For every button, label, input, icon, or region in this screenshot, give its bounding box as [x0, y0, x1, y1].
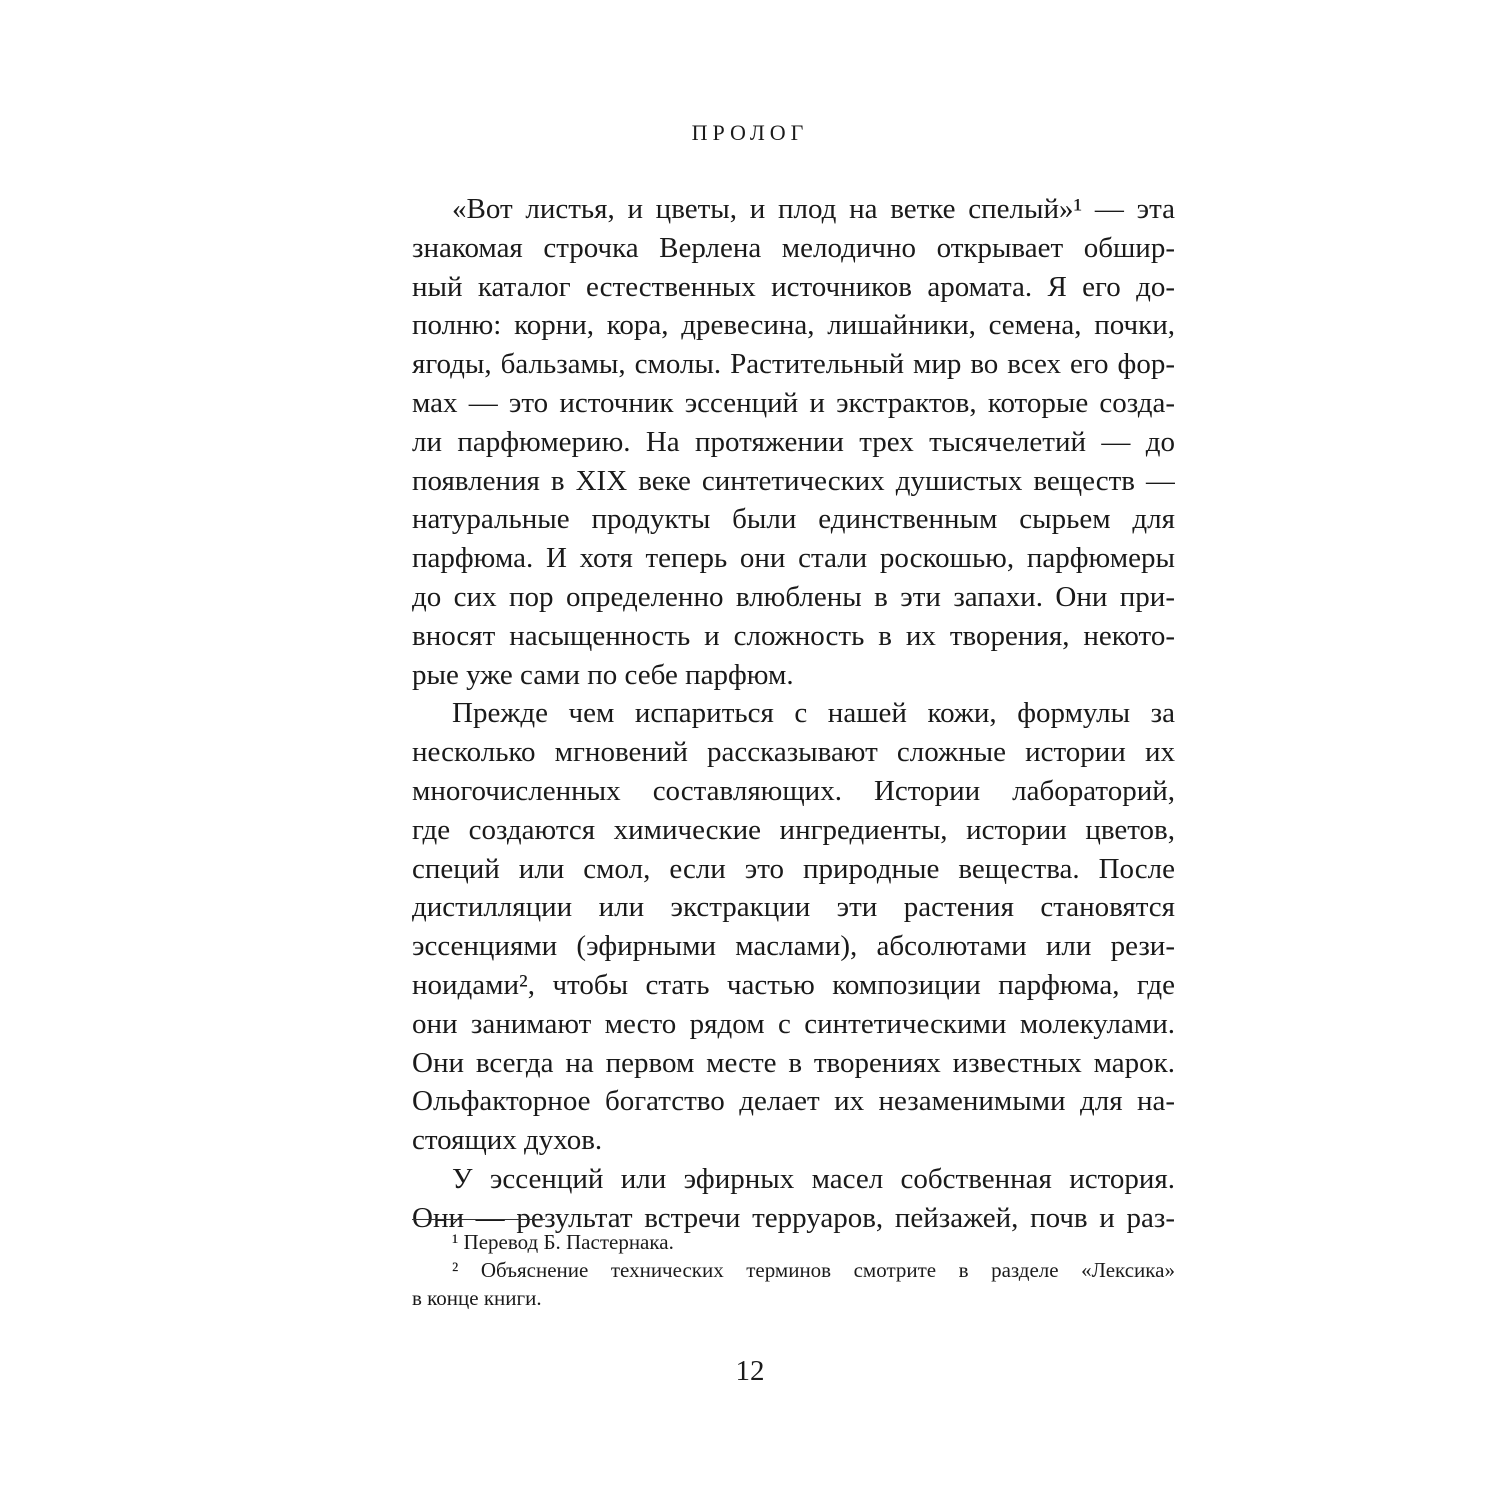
text-line: ли парфюмерию. На протяжении трех тысячелетий — до	[412, 425, 1175, 458]
text-line: многочисленных составляющих. Истории лабораторий,	[412, 774, 1175, 807]
footnote-2: ² Объяснение технических терминов смотрите в разделе «Лексика»	[452, 1258, 1175, 1282]
text-line: Они — результат встречи терруаров, пейзажей, почв и раз-	[412, 1201, 1175, 1234]
text-line: эссенциями (эфирными маслами), абсолютами или рези-	[412, 930, 1175, 963]
text-line: У эссенций или эфирных масел собственная история.	[452, 1162, 1175, 1195]
text-line: «Вот листья, и цветы, и плод на ветке спелый»¹ — эта	[452, 193, 1175, 225]
text-line: рые уже сами по себе парфюм.	[412, 658, 794, 691]
footnote-1: ¹ Перевод Б. Пастернака.	[452, 1230, 674, 1254]
text-line: парфюма. И хотя теперь они стали роскошью, парфюмеры	[412, 542, 1175, 575]
footnote-2-continuation: в конце книги.	[412, 1286, 542, 1310]
page-number: 12	[735, 1355, 765, 1387]
text-line: натуральные продукты были единственным сырьем для	[412, 503, 1175, 536]
running-head: ПРОЛОГ	[691, 120, 809, 145]
footnote-rule	[412, 1219, 545, 1220]
footnotes	[412, 1228, 1175, 1312]
text-line: Они всегда на первом месте в творениях известных марок.	[412, 1046, 1175, 1079]
text-line: несколько мгновений рассказывают сложные истории их	[412, 736, 1175, 769]
text-line: полню: корни, кора, древесина, лишайники, семена, почки,	[412, 309, 1175, 342]
text-line: до сих пор определенно влюблены в эти запахи. Они при-	[412, 580, 1175, 613]
text-line: мах — это источник эссенций и экстрактов, которые созда-	[412, 386, 1175, 419]
text-line: ноидами², чтобы стать частью композиции парфюма, где	[412, 968, 1175, 1001]
text-line: специй или смол, если это природные вещества. После	[412, 852, 1175, 885]
text-line: стоящих духов.	[412, 1124, 603, 1157]
body-text	[412, 190, 1175, 1238]
text-line: ягоды, бальзамы, смолы. Растительный мир во всех его фор-	[412, 348, 1175, 381]
text-line: вносят насыщенность и сложность в их творения, некото-	[412, 619, 1175, 652]
text-line: ный каталог естественных источников аромата. Я его до-	[412, 270, 1175, 303]
text-line: Прежде чем испариться с нашей кожи, формулы за	[452, 697, 1175, 730]
text-line: где создаются химические ингредиенты, истории цветов,	[412, 813, 1175, 846]
text-line: появления в XIX веке синтетических душистых веществ —	[412, 464, 1175, 497]
text-line: Ольфакторное богатство делает их незаменимыми для на-	[412, 1085, 1175, 1118]
text-line: дистилляции или экстракции эти растения становятся	[412, 891, 1175, 924]
text-line: они занимают место рядом с синтетическими молекулами.	[412, 1007, 1175, 1040]
text-line: знакомая строчка Верлена мелодично открывает обшир-	[412, 231, 1175, 264]
